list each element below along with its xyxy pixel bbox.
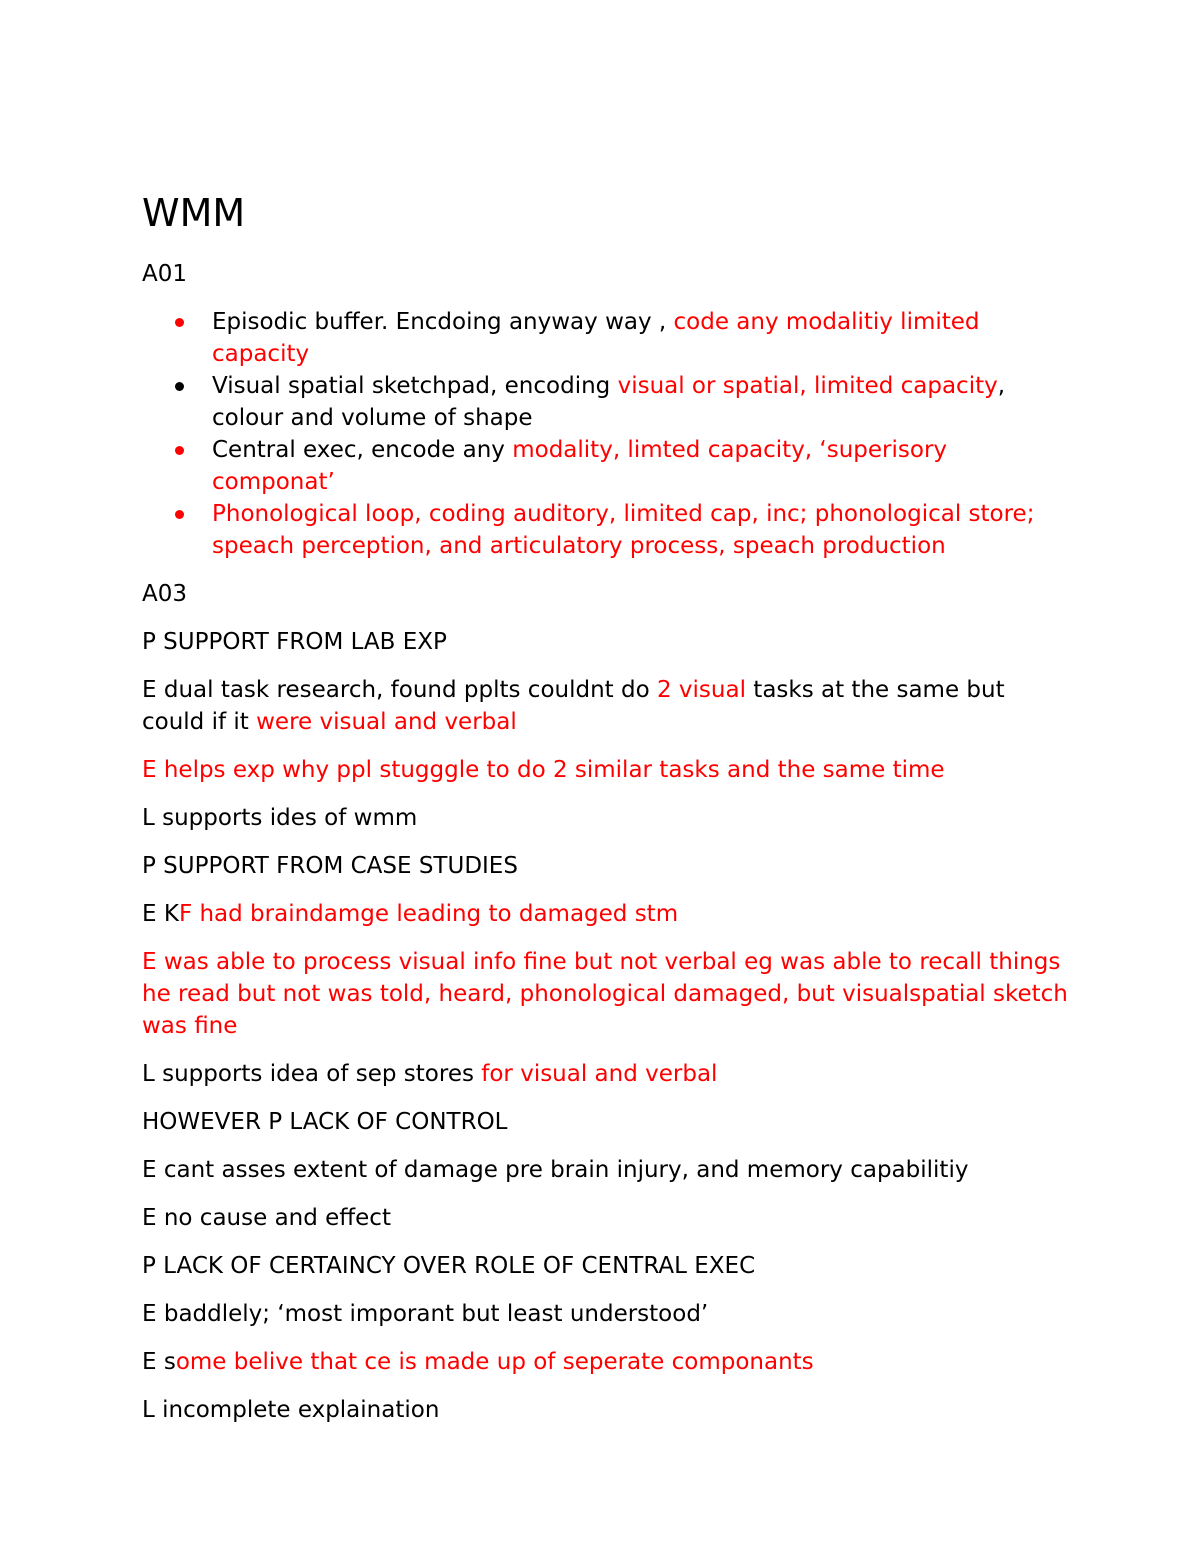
red-text-segment: visual or spatial, limited capacity [617,373,998,399]
paragraph-line [142,754,1072,786]
paragraph-line [142,1106,1072,1138]
ao1-bullet-list [142,306,1072,562]
bullet-dot-icon [175,318,184,327]
text-segment: L incomplete explaination [142,1397,440,1423]
paragraph-line [142,1202,1072,1234]
ao1-heading: A01 [142,261,188,287]
paragraph-line [142,626,1072,658]
red-text-segment: 2 visual [656,677,746,703]
red-text-segment: F had braindamge leading to damaged stm [178,901,679,927]
paragraph-line [142,850,1072,882]
text-segment: E baddlely; ‘most imporant but least understood’ [142,1301,709,1327]
text-segment: P SUPPORT FROM CASE STUDIES [142,853,518,879]
bullet-dot-icon [175,382,184,391]
ao3-heading: A03 [142,581,188,607]
bullet-dot-icon [175,510,184,519]
paragraph-line [142,1298,1072,1330]
bullet-item [142,498,1072,562]
text-segment: P LACK OF CERTAINCY OVER ROLE OF CENTRAL EXEC [142,1253,756,1279]
text-segment: E cant asses extent of damage pre brain injury, and memory capabilitiy [142,1157,969,1183]
text-segment: Central exec, encode any [212,437,513,463]
red-text-segment: modality, limted capacity, ‘superisory componat’ [212,437,948,495]
red-text-segment: code any modalitiy limited capacity [212,309,980,367]
text-segment: , colour and volume of shape [212,373,1006,431]
paragraph-line [142,1394,1072,1426]
red-text-segment: E was able to process visual info fine but not verbal eg was able to recall things he read but not was told, heard, phonological damaged, but visualspatial sketch was fine [142,949,1068,1039]
text-segment: HOWEVER P LACK OF CONTROL [142,1109,508,1135]
document-body [142,190,1072,1442]
red-text-segment: ome belive that ce is made up of seperate componants [175,1349,814,1375]
text-segment: L supports idea of sep stores [142,1061,482,1087]
bullet-item [142,434,1072,498]
paragraph-line [142,802,1072,834]
red-text-segment: were visual and verbal [256,709,517,735]
text-segment: E no cause and effect [142,1205,391,1231]
red-text-segment: for visual and verbal [481,1061,718,1087]
text-segment: L supports ides of wmm [142,805,418,831]
paragraph-line [142,674,1072,738]
bullet-item [142,370,1072,434]
text-segment: Visual spatial sketchpad, encoding [212,373,618,399]
paragraph-line [142,898,1072,930]
text-segment: E K [142,901,179,927]
paragraph-line [142,1154,1072,1186]
text-segment: tasks at the same but could if it [142,677,1005,735]
ao3-paragraphs [142,626,1072,1426]
text-segment: E s [142,1349,176,1375]
document-title: WMM [142,191,246,235]
paragraph-line [142,1058,1072,1090]
red-text-segment: E helps exp why ppl stugggle to do 2 similar tasks and the same time [142,757,945,783]
red-text-segment: Phonological loop, coding auditory, limited cap, inc; phonological store; speach perception, and articulatory process, speach production [212,501,1035,559]
paragraph-line [142,1250,1072,1282]
paragraph-line [142,946,1072,1042]
text-segment: Episodic buffer. Encdoing anyway way , [212,309,674,335]
bullet-dot-icon [175,446,184,455]
paragraph-line [142,1346,1072,1378]
text-segment: P SUPPORT FROM LAB EXP [142,629,447,655]
bullet-item [142,306,1072,370]
text-segment: E dual task research, found ppl​ts couldnt do [142,677,657,703]
